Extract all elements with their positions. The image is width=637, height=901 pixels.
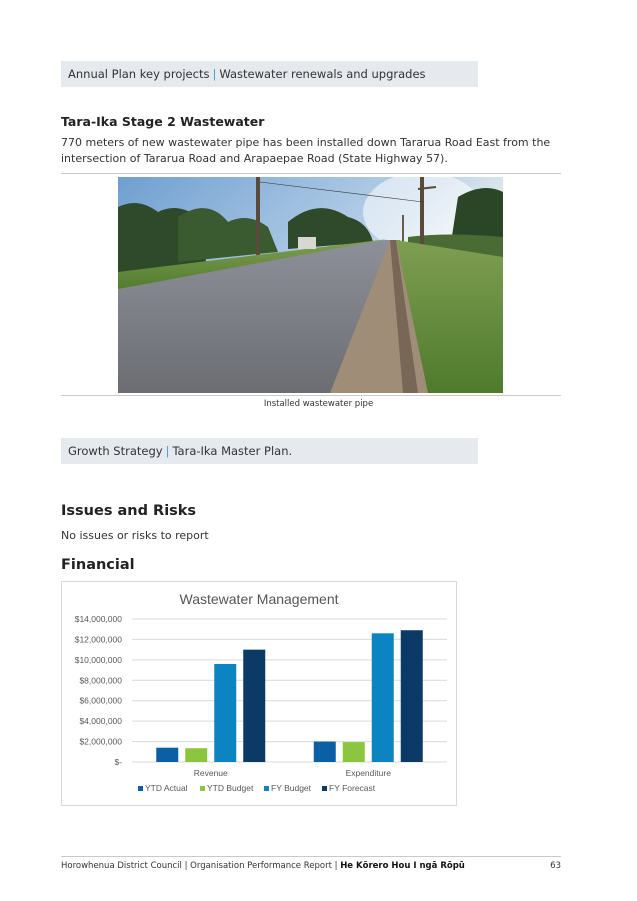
legend-label: YTD Budget [207, 783, 254, 793]
issues-text: No issues or risks to report [61, 529, 209, 542]
divider-top [61, 173, 561, 174]
bar [314, 742, 336, 762]
footer-label: Horowhenua District Council | Organisation Performance Report | [61, 861, 341, 871]
bar [343, 742, 365, 762]
pipe-photo [118, 177, 503, 393]
y-tick-label: $12,000,000 [74, 634, 122, 645]
legend-label: FY Budget [271, 783, 312, 793]
issues-heading: Issues and Risks [61, 503, 197, 519]
legend-swatch [200, 786, 205, 791]
legend-swatch [138, 786, 143, 791]
chart-title: Wastewater Management [179, 591, 339, 607]
banner-separator: | [165, 444, 170, 458]
banner-separator: | [212, 67, 217, 81]
wastewater-chart [61, 581, 457, 806]
y-tick-label: $- [114, 757, 122, 767]
project-title: Tara-Ika Stage 2 Wastewater [61, 114, 265, 129]
legend-label: YTD Actual [145, 783, 188, 793]
chart-canvas [62, 582, 456, 805]
banner-label: Annual Plan key projects [68, 67, 210, 81]
legend-swatch [322, 786, 327, 791]
footer-divider [61, 856, 561, 857]
financial-heading: Financial [61, 557, 135, 573]
y-tick-label: $14,000,000 [74, 614, 122, 624]
x-tick-label: Expenditure [345, 768, 391, 778]
y-tick-label: $10,000,000 [74, 654, 122, 665]
y-tick-label: $2,000,000 [79, 736, 122, 747]
bar [185, 748, 207, 762]
photo-caption: Installed wastewater pipe [263, 399, 374, 409]
bar [243, 650, 265, 762]
y-tick-label: $6,000,000 [79, 695, 122, 706]
bar [156, 748, 178, 762]
bar [372, 633, 394, 762]
bar [214, 664, 236, 762]
page-number: 63 [550, 861, 561, 871]
footer-text [61, 861, 465, 871]
project-description: 770 meters of new wastewater pipe has been installed down Tararua Road East from the intersection of Tararua Road and Arapaepae Road (State Highway 57). [61, 136, 551, 165]
banner-topic: Wastewater renewals and upgrades [219, 67, 426, 81]
banner-topic: Tara-Ika Master Plan. [172, 444, 293, 458]
y-tick-label: $4,000,000 [79, 716, 122, 727]
growth-strategy-banner [61, 438, 478, 464]
banner-label: Growth Strategy [68, 444, 163, 458]
annual-plan-banner [61, 61, 478, 87]
divider-bottom [61, 395, 561, 396]
legend-swatch [264, 786, 269, 791]
x-tick-label: Revenue [193, 768, 228, 778]
bar [401, 630, 423, 762]
legend-label: FY Forecast [329, 783, 376, 793]
y-tick-label: $8,000,000 [79, 675, 122, 686]
footer-bold: He Kōrero Hou I ngā Rōpū [340, 861, 465, 871]
